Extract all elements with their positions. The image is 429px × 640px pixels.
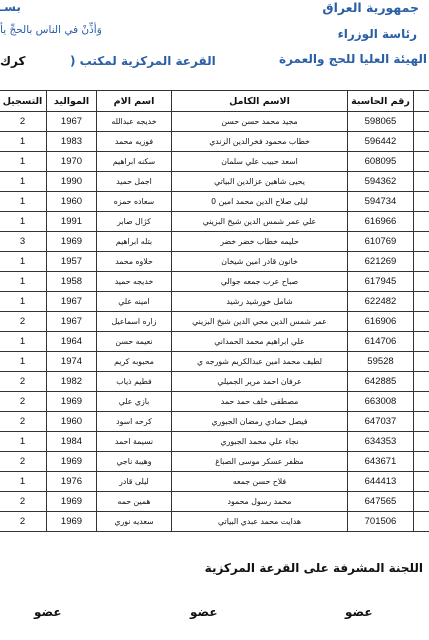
table-row (0, 232, 429, 252)
table-row (0, 292, 429, 312)
full-name-cell: خانون قادر امين شيخان (172, 252, 348, 272)
computer-number-cell: 647037 (348, 412, 414, 432)
registration-cell: 2 (0, 492, 47, 512)
computer-number-cell: 596442 (348, 132, 414, 152)
edge-cell (414, 312, 429, 332)
full-name-cell: نجاء علي محمد الجبوري (172, 432, 348, 452)
registration-cell: 1 (0, 132, 47, 152)
bismillah-fragment: بسـ (0, 0, 21, 14)
edge-cell (414, 152, 429, 172)
full-name-cell: عرفان احمد مرير الجميلي (172, 372, 348, 392)
column-header: المواليد (47, 91, 97, 112)
mother-name-cell: حلاوه محمد (97, 252, 172, 272)
column-header: التسجيل (0, 91, 47, 112)
table-row (0, 452, 429, 472)
registration-cell: 1 (0, 432, 47, 452)
mother-name-cell: سعاده حمزه (97, 192, 172, 212)
full-name-cell: هدايت محمد عبدي البياتي (172, 512, 348, 532)
birth-year-cell: 1974 (47, 352, 97, 372)
full-name-cell: صباح عرب جمعه جوالي (172, 272, 348, 292)
mother-name-cell: اجمل حميد (97, 172, 172, 192)
birth-year-cell: 1969 (47, 452, 97, 472)
lottery-title: القرعة المركزية لمكتب ( (70, 54, 216, 68)
registration-cell: 2 (0, 392, 47, 412)
full-name-cell: مجيد محمد حسن حسن (172, 112, 348, 132)
computer-number-cell: 647565 (348, 492, 414, 512)
signature-label: عضو (345, 605, 373, 619)
registration-cell: 3 (0, 232, 47, 252)
edge-cell (414, 192, 429, 212)
registration-cell: 1 (0, 212, 47, 232)
mother-name-cell: كژال صابر (97, 212, 172, 232)
full-name-cell: محمد رسول محمود (172, 492, 348, 512)
registration-cell: 1 (0, 272, 47, 292)
country-title: جمهورية العراق (322, 0, 419, 15)
computer-number-cell: 621269 (348, 252, 414, 272)
table-row (0, 392, 429, 412)
mother-name-cell: فطيم ذياب (97, 372, 172, 392)
computer-number-cell: 616906 (348, 312, 414, 332)
computer-number-cell: 644413 (348, 472, 414, 492)
birth-year-cell: 1970 (47, 152, 97, 172)
computer-number-cell: 594362 (348, 172, 414, 192)
computer-number-cell: 663008 (348, 392, 414, 412)
presidency-title: رئاسة الوزراء (337, 27, 417, 41)
computer-number-cell: 598065 (348, 112, 414, 132)
birth-year-cell: 1969 (47, 232, 97, 252)
birth-year-cell: 1964 (47, 332, 97, 352)
column-header: اسم الام (97, 91, 172, 112)
mother-name-cell: محبوبه كريم (97, 352, 172, 372)
mother-name-cell: نسيمة احمد (97, 432, 172, 452)
table-row (0, 272, 429, 292)
registration-cell: 1 (0, 252, 47, 272)
mother-name-cell: بازي علي (97, 392, 172, 412)
mother-name-cell: ليلى قادر (97, 472, 172, 492)
registration-cell: 1 (0, 152, 47, 172)
computer-number-cell: 59528 (348, 352, 414, 372)
edge-cell (414, 172, 429, 192)
table-header-row (0, 91, 429, 112)
mother-name-cell: زاره اسماعيل (97, 312, 172, 332)
table-row (0, 252, 429, 272)
birth-year-cell: 1967 (47, 112, 97, 132)
full-name-cell: علي عمر شمس الدين شيخ البزيني (172, 212, 348, 232)
full-name-cell: عمر شمس الدين محي الدين شيخ البزيني (172, 312, 348, 332)
full-name-cell: مظفر عسكر موسى الصباغ (172, 452, 348, 472)
birth-year-cell: 1957 (47, 252, 97, 272)
edge-cell (414, 232, 429, 252)
mother-name-cell: امينه علي (97, 292, 172, 312)
signature-label: عضو (34, 605, 62, 619)
table-row (0, 212, 429, 232)
registration-cell: 2 (0, 312, 47, 332)
birth-year-cell: 1976 (47, 472, 97, 492)
pilgrims-table (0, 90, 429, 532)
registration-cell: 2 (0, 452, 47, 472)
authority-title: الهيئة العليا للحج والعمرة (279, 52, 427, 66)
registration-cell: 1 (0, 292, 47, 312)
table-row (0, 412, 429, 432)
birth-year-cell: 1960 (47, 192, 97, 212)
table-row (0, 112, 429, 132)
mother-name-cell: كرحه اسود (97, 412, 172, 432)
edge-cell (414, 132, 429, 152)
birth-year-cell: 1969 (47, 512, 97, 532)
signature-label: عضو (190, 605, 218, 619)
computer-number-cell: 610769 (348, 232, 414, 252)
edge-cell (414, 492, 429, 512)
full-name-cell: اسعد حبيب علي سلمان (172, 152, 348, 172)
birth-year-cell: 1984 (47, 432, 97, 452)
table-row (0, 152, 429, 172)
table-row (0, 172, 429, 192)
mother-name-cell: نعيمه حسن (97, 332, 172, 352)
column-header: رقم الحاسبة (348, 91, 414, 112)
registration-cell: 2 (0, 512, 47, 532)
edge-cell (414, 452, 429, 472)
mother-name-cell: همين حمه (97, 492, 172, 512)
mother-name-cell: بتله ابراهيم (97, 232, 172, 252)
table-row (0, 332, 429, 352)
table-row (0, 192, 429, 212)
full-name-cell: فلاح حسن جمعه (172, 472, 348, 492)
full-name-cell: شامل خورشيد رشيد (172, 292, 348, 312)
edge-cell (414, 332, 429, 352)
full-name-cell: لطيف محمد امين عبدالكريم شورجه ي (172, 352, 348, 372)
registration-cell: 1 (0, 472, 47, 492)
edge-column-header (414, 91, 429, 112)
mother-name-cell: خديجه عبدالله (97, 112, 172, 132)
registration-cell: 1 (0, 352, 47, 372)
table-row (0, 132, 429, 152)
birth-year-cell: 1969 (47, 492, 97, 512)
registration-cell: 1 (0, 192, 47, 212)
edge-cell (414, 352, 429, 372)
edge-cell (414, 112, 429, 132)
full-name-cell: ليلى صلاح الدين محمد امين 0 (172, 192, 348, 212)
edge-cell (414, 472, 429, 492)
table-row (0, 352, 429, 372)
table-row (0, 492, 429, 512)
edge-cell (414, 372, 429, 392)
registration-cell: 2 (0, 412, 47, 432)
office-name-fragment: كرك (0, 54, 26, 68)
computer-number-cell: 701506 (348, 512, 414, 532)
column-header: الاسم الكامل (172, 91, 348, 112)
mother-name-cell: سكنه ابراهيم (97, 152, 172, 172)
birth-year-cell: 1967 (47, 312, 97, 332)
mother-name-cell: خديجه حميد (97, 272, 172, 292)
birth-year-cell: 1991 (47, 212, 97, 232)
registration-cell: 1 (0, 172, 47, 192)
mother-name-cell: وهيبة ناجي (97, 452, 172, 472)
computer-number-cell: 617945 (348, 272, 414, 292)
full-name-cell: خطاب محمود فخرالدين الزندي (172, 132, 348, 152)
birth-year-cell: 1982 (47, 372, 97, 392)
edge-cell (414, 392, 429, 412)
birth-year-cell: 1958 (47, 272, 97, 292)
birth-year-cell: 1969 (47, 392, 97, 412)
birth-year-cell: 1960 (47, 412, 97, 432)
table-row (0, 372, 429, 392)
edge-cell (414, 252, 429, 272)
mother-name-cell: فوزيه محمد (97, 132, 172, 152)
registration-cell: 2 (0, 372, 47, 392)
computer-number-cell: 634353 (348, 432, 414, 452)
full-name-cell: علي ابراهيم محمد الحمداني (172, 332, 348, 352)
edge-cell (414, 412, 429, 432)
computer-number-cell: 643671 (348, 452, 414, 472)
computer-number-cell: 622482 (348, 292, 414, 312)
mother-name-cell: سعديه نوري (97, 512, 172, 532)
edge-cell (414, 292, 429, 312)
edge-cell (414, 272, 429, 292)
edge-cell (414, 212, 429, 232)
computer-number-cell: 642885 (348, 372, 414, 392)
table-row (0, 432, 429, 452)
verse-fragment: وَأذِّنْ في الناس بالحجِّ يأ (0, 24, 102, 36)
edge-cell (414, 432, 429, 452)
committee-title: اللجنة المشرفة على القرعة المركزية (204, 561, 423, 575)
computer-number-cell: 608095 (348, 152, 414, 172)
birth-year-cell: 1967 (47, 292, 97, 312)
full-name-cell: مصطفى خلف حمد حمد (172, 392, 348, 412)
full-name-cell: فيصل حمادي رمضان الجبوري (172, 412, 348, 432)
table-row (0, 512, 429, 532)
edge-cell (414, 512, 429, 532)
registration-cell: 1 (0, 332, 47, 352)
birth-year-cell: 1990 (47, 172, 97, 192)
computer-number-cell: 594734 (348, 192, 414, 212)
registration-cell: 2 (0, 112, 47, 132)
computer-number-cell: 616966 (348, 212, 414, 232)
birth-year-cell: 1983 (47, 132, 97, 152)
table-row (0, 312, 429, 332)
computer-number-cell: 614706 (348, 332, 414, 352)
table-row (0, 472, 429, 492)
full-name-cell: حليمه خطاب خضر خضر (172, 232, 348, 252)
full-name-cell: يحيى شاهين عزالدين البياتي (172, 172, 348, 192)
